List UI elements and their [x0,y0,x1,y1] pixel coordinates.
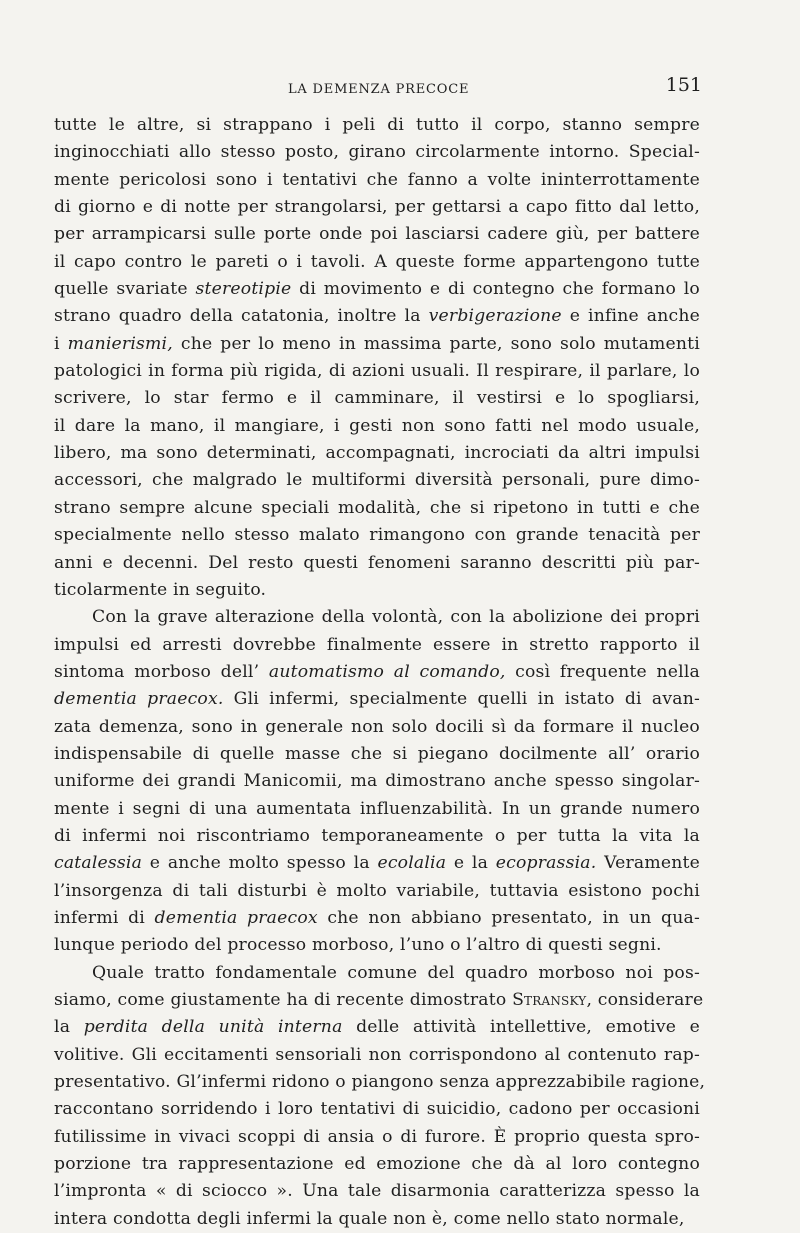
text-run: mente pericolosi sono i tentativi che fanno a volte ininterrottamente [54,169,700,190]
text-run: Con la grave alterazione della volontà, con la abolizione dei propri [92,607,700,628]
text-run: quelle svariate [54,279,196,300]
author-name: Stransky [512,990,587,1010]
text-run: di giorno e di notte per strangolarsi, per gettarsi a capo fitto dal letto, [54,197,700,218]
text-line [54,467,700,494]
text-line [54,550,700,577]
text-run: e la [446,853,496,874]
text-run: intera condotta degli infermi la quale non è, come nello stato normale, [54,1208,685,1229]
text-run: la [54,1017,84,1038]
italic-term: perdita della unità interna [83,1017,343,1038]
italic-term: ecoprassia. [495,853,597,874]
italic-term: stereotipie [195,279,292,300]
text-run: tutte le altre, si strappano i peli di tutto il corpo, stanno sempre [54,115,700,135]
text-run: lunque periodo del processo morboso, l’uno o l’altro di questi segni. [54,935,662,956]
text-run: impulsi ed arresti dovrebbe finalmente essere in stretto rapporto il [54,634,700,655]
text-line [54,139,700,166]
text-line [54,358,700,385]
text-line [54,1069,706,1096]
italic-term: automatismo al comando, [268,661,506,682]
italic-term: dementia praecox. [54,689,224,710]
text-line [54,659,700,686]
text-run: inginocchiati allo stesso posto, girano circolarmente intorno. Special- [54,142,700,163]
text-line [54,768,700,795]
text-run: accessori, che malgrado le multiformi diversità personali, pure dimo- [54,470,700,491]
text-line [54,413,700,440]
text-line [54,1151,700,1178]
text-run: i [54,333,68,354]
text-line [54,796,700,823]
text-line [54,960,700,987]
text-run: uniforme dei grandi Manicomii, ma dimostrano anche spesso singolar- [54,771,700,792]
italic-term: ecolalia [377,853,447,874]
text-run: infermi di [54,907,155,928]
text-line [54,741,700,768]
text-run: volitive. Gli eccitamenti sensoriali non corrispondono al contenuto rap- [54,1044,700,1065]
text-run: strano sempre alcune speciali modalità, che si ripetono in tutti e che [54,497,700,518]
text-run: presentativo. Gl’infermi ridono o piangono senza apprezzabibile ragione, [54,1072,706,1093]
text-line [54,495,700,522]
text-line [54,714,700,741]
text-run: raccontano sorridendo i loro tentativi di suicidio, cadono per occasioni [54,1099,700,1120]
text-line [54,440,700,467]
text-line [54,1206,700,1233]
text-line [54,987,704,1014]
text-run: e anche molto spesso la [142,853,378,874]
text-run: il dare la mano, il mangiare, i gesti non sono fatti nel modo usuale, [54,415,700,436]
text-run: di movimento e di contegno che formano lo [291,279,700,300]
text-run: così frequente nella [505,661,700,682]
text-line [54,905,700,932]
text-line [54,385,700,412]
text-run: indispensabile di quelle masse che si piegano docilmente all’ orario [54,743,700,764]
text-run: e infine anche [561,306,700,327]
text-run: strano quadro della catatonia, inoltre la [54,306,429,327]
text-line [54,1042,700,1069]
text-run: patologici in forma più rigida, di azioni usuali. Il respirare, il parlare, lo [54,361,700,382]
text-run: anni e decenni. Del resto questi fenomeni saranno descritti più par- [54,552,700,573]
text-run: libero, ma sono determinati, accompagnati, incrociati da altri impulsi [54,443,700,464]
italic-term: manierismi, [67,333,173,354]
text-run: , considerare [586,990,704,1010]
text-run: Quale tratto fondamentale comune del quadro morboso noi pos- [92,962,700,983]
text-run: mente i segni di una aumentata influenzabilità. In un grande numero [54,798,700,819]
text-run: siamo, come giustamente ha di recente dimostrato [54,990,513,1010]
text-line [54,1014,700,1041]
text-line [54,632,700,659]
page-number: 151 [665,74,702,96]
text-run: Gli infermi, specialmente quelli in istato di avan- [223,689,700,710]
text-run: per arrampicarsi sulle porte onde poi lasciarsi cadere giù, per battere [54,224,700,245]
text-line [54,878,700,905]
text-run: scrivere, lo star fermo e il camminare, il vestirsi e lo spogliarsi, [54,388,700,409]
text-line [54,823,700,850]
text-line [54,1096,700,1123]
running-title: LA DEMENZA PRECOCE [288,82,470,97]
text-run: di infermi noi riscontriamo temporaneamente o per tutta la vita la [54,825,700,846]
italic-term: catalessia [54,853,143,874]
text-line [54,850,700,877]
text-line [54,112,700,139]
text-line [54,1124,700,1151]
text-run: specialmente nello stesso malato rimangono con grande tenacità per [54,525,700,546]
text-run: che non abbiano presentato, in un qua- [317,907,700,928]
text-run: delle attività intellettive, emotive e [342,1017,701,1038]
text-line [54,522,700,549]
text-run: l’insorgenza di tali disturbi è molto variabile, tuttavia esistono pochi [54,880,700,901]
text-run: che per lo meno in massima parte, sono solo mutamenti [172,333,700,354]
body-text [54,112,706,1233]
text-line [54,1178,700,1205]
text-line [54,932,700,959]
text-line [54,303,700,330]
text-line [54,686,700,713]
text-run: zata demenza, sono in generale non solo docili sì da formare il nucleo [54,716,700,737]
italic-term: dementia praecox [154,907,318,928]
text-run: Veramente [596,853,700,874]
text-line [54,221,700,248]
text-run: il capo contro le pareti o i tavoli. A queste forme appartengono tutte [54,251,700,272]
text-run: porzione tra rappresentazione ed emozione che dà al loro contegno [54,1154,700,1175]
text-line [54,331,700,358]
text-line [54,604,700,631]
text-line [54,194,700,221]
text-line [54,577,700,604]
text-run: ticolarmente in seguito. [54,579,267,600]
text-run: l’impronta « di sciocco ». Una tale disarmonia caratterizza spesso la [54,1181,700,1202]
text-line [54,276,700,303]
text-run: futilissime in vivaci scoppi di ansia o di furore. È proprio questa spro- [54,1126,700,1147]
text-line [54,167,700,194]
italic-term: verbigerazione [428,306,562,327]
text-run: sintoma morboso dell’ [54,661,269,682]
text-line [54,249,700,276]
page-header [0,74,800,102]
